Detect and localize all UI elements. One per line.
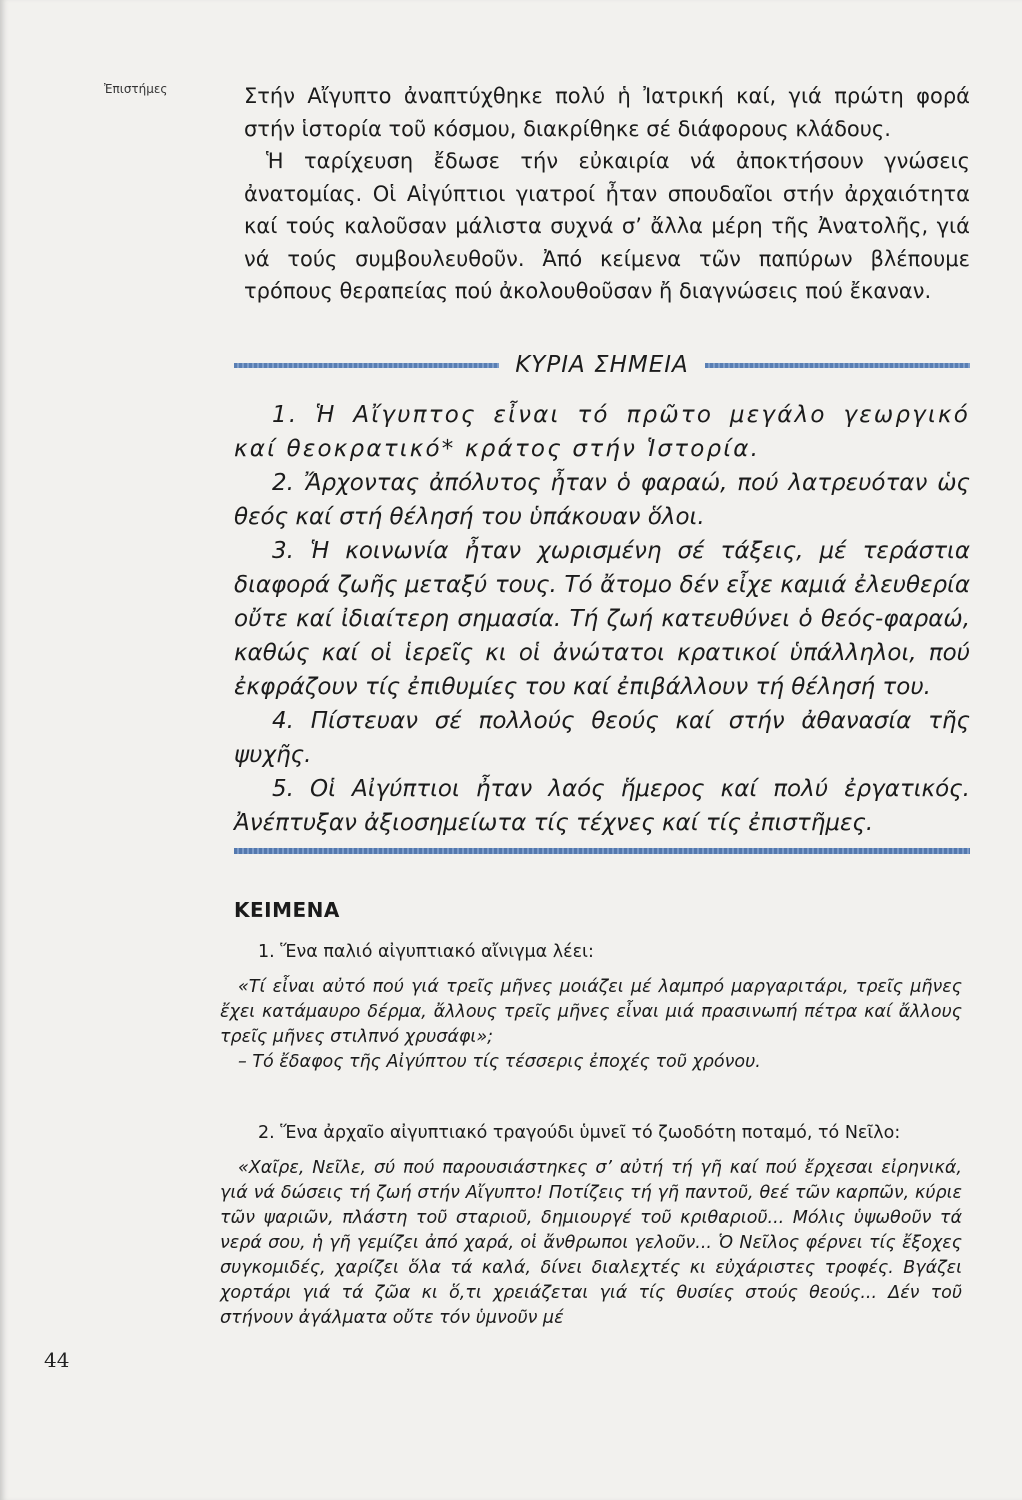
decorative-rule-left <box>234 363 499 368</box>
section-divider <box>234 848 970 854</box>
key-points-title: ΚΥΡΙΑ ΣΗΜΕΙΑ <box>515 352 689 378</box>
text-1-quote: «Τί εἶναι αὐτό πού γιά τρεῖς μῆνες μοιάζει μέ λαμπρό μαργαριτάρι, τρεῖς μῆνες ἔχει κατάμαυρο δέρμα, ἄλλους τρεῖς μῆνες εἶναι μιά πρασινωπή πέτρα καί ἄλλους τρεῖς μῆνες στιλπνό χρυσάφι»; <box>220 977 962 1047</box>
texts-heading: ΚΕΙΜΕΝΑ <box>234 898 340 922</box>
key-points-header <box>234 350 970 380</box>
intro-paragraph: Στήν Αἴγυπτο ἀναπτύχθηκε πολύ ἡ Ἰατρική καί, γιά πρώτη φορά στήν ἱστορία τοῦ κόσμου, διακρίθηκε σέ διάφορους κλάδους. <box>244 84 970 141</box>
page-number: 44 <box>44 1348 70 1372</box>
margin-note: Ἐπιστήμες <box>104 82 168 96</box>
texts-section <box>220 940 962 1331</box>
key-point: 5. Οἱ Αἰγύπτιοι ἦταν λαός ἥμερος καί πολύ ἐργατικός. Ἀνέπτυξαν ἀξιοσημείωτα τίς τέχνες καί τίς ἐπιστῆμες. <box>234 776 970 836</box>
text-2-intro: 2. Ἕνα ἀρχαῖο αἰγυπτιακό τραγούδι ὑμνεῖ τό ζωοδότη ποταμό, τό Νεῖλο: <box>258 1123 901 1143</box>
intro-text <box>244 80 970 308</box>
spacer <box>220 1075 962 1121</box>
key-point: 2. Ἄρχοντας ἀπόλυτος ἦταν ὁ φαραώ, πού λατρευόταν ὡς θεός καί στή θέλησή του ὑπάκουαν ὅλοι. <box>234 470 970 530</box>
key-point: 4. Πίστευαν σέ πολλούς θεούς καί στήν ἀθανασία τῆς ψυχῆς. <box>234 708 970 768</box>
key-point: 1. Ἡ Αἴγυπτος εἶναι τό πρῶτο μεγάλο γεωργικό καί θεοκρατικό* κράτος στήν Ἱστορία. <box>234 402 970 462</box>
text-1-answer: – Τό ἔδαφος τῆς Αἰγύπτου τίς τέσσερις ἐποχές τοῦ χρόνου. <box>238 1052 761 1072</box>
key-points-list <box>234 398 970 840</box>
key-point: 3. Ἡ κοινωνία ἦταν χωρισμένη σέ τάξεις, μέ τεράστια διαφορά ζωῆς μεταξύ τους. Τό ἄτομο δέν εἶχε καμιά ἐλευθερία οὔτε καί ἰδιαίτερη σημασία. Τή ζωή κατευθύνει ὁ θεός-φαραώ, καθώς καί οἱ ἱερεῖς κι οἱ ἀνώτατοι κρατικοί ὑπάλληλοι, πού ἐκφράζουν τίς ἐπιθυμίες του καί ἐπιβάλλουν τή θέλησή του. <box>234 538 970 700</box>
decorative-rule-right <box>705 363 970 368</box>
intro-paragraph: Ἡ ταρίχευση ἔδωσε τήν εὐκαιρία νά ἀποκτήσουν γνώσεις ἀνατομίας. Οἱ Αἰγύπτιοι γιατροί ἦταν σπουδαῖοι στήν ἀρχαιότητα καί τούς καλοῦσαν μάλιστα συχνά σ’ ἄλλα μέρη τῆς Ἀνατολῆς, γιά νά τούς συμβουλευθοῦν. Ἀπό κείμενα τῶν παπύρων βλέπουμε τρόπους θεραπείας πού ἀκολουθοῦσαν ἤ διαγνώσεις πού ἔκαναν. <box>244 149 970 303</box>
text-2-quote: «Χαῖρε, Νεῖλε, σύ πού παρουσιάστηκες σ’ αὐτή τή γῆ καί πού ἔρχεσαι εἰρηνικά, γιά νά δώσεις τή ζωή στήν Αἴγυπτο! Ποτίζεις τή γῆ παντοῦ, θεέ τῶν καρπῶν, κύριε τῶν ψαριῶν, πλάστη τοῦ σταριοῦ, δημιουργέ τοῦ κριθαριοῦ... Μόλις ὑψωθοῦν τά νερά σου, ἡ γῆ γεμίζει ἀπό χαρά, οἱ ἄνθρωποι γελοῦν... Ὁ Νεῖλος φέρνει τίς ἔξοχες συγκομιδές, χαρίζει ὅλα τά καλά, δίνει διαλεχτές κι εὐχάριστες τροφές. Βγάζει χορτάρι γιά τά ζῶα κι ὅ,τι χρειάζεται γιά τίς θυσίες στούς θεούς... Δέν τοῦ στήνουν ἀγάλματα οὔτε τόν ὑμνοῦν μέ <box>220 1158 962 1328</box>
text-1-intro: 1. Ἕνα παλιό αἰγυπτιακό αἴνιγμα λέει: <box>258 942 594 962</box>
